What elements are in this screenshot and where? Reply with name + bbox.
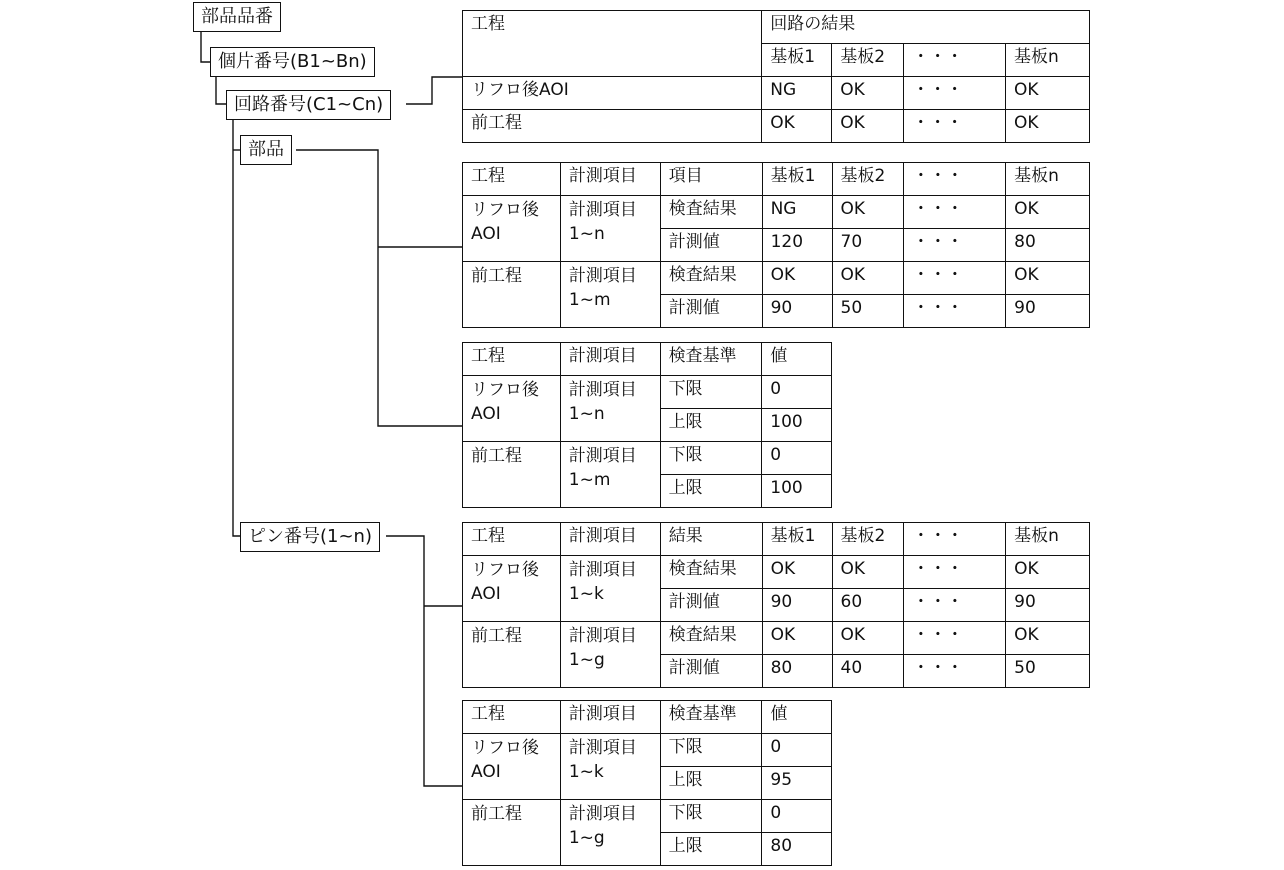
process-line: リフロ後: [471, 380, 539, 400]
link-circuit-table: [406, 77, 462, 104]
header-cell: ・・・: [904, 523, 1006, 556]
header-board: 基板1: [762, 44, 832, 77]
node-circuit-number: 回路番号(C1~Cn): [226, 90, 391, 120]
pin-result-table: [462, 522, 1090, 688]
header-cell: 検査基準: [660, 343, 762, 376]
cell-measure-item: [560, 442, 660, 508]
process-line: 前工程: [471, 266, 522, 286]
process-line: AOI: [471, 224, 501, 244]
link-part-tables: [296, 150, 462, 426]
cell-value: OK: [832, 77, 904, 110]
cell-measure-item: [560, 196, 660, 262]
cell-value: OK: [832, 196, 904, 229]
cell-value: 50: [832, 295, 904, 328]
cell-kind: 下限: [660, 734, 762, 767]
header-cell: 工程: [463, 343, 561, 376]
cell-value: ・・・: [904, 196, 1006, 229]
part-result-table: [462, 162, 1090, 328]
node-pin-number: ピン番号(1~n): [240, 522, 380, 552]
header-cell: 基板1: [762, 163, 832, 196]
cell-value: OK: [832, 110, 904, 143]
node-piece-number: 個片番号(B1~Bn): [210, 47, 375, 77]
circuit-result-table: [462, 10, 1090, 143]
header-cell: 計測項目: [560, 163, 660, 196]
cell-value: 80: [762, 655, 832, 688]
table-row: [463, 262, 1090, 295]
cell-value: NG: [762, 196, 832, 229]
header-cell: 項目: [660, 163, 762, 196]
cell-value: OK: [1006, 196, 1090, 229]
cell-value: OK: [762, 110, 832, 143]
cell-value: ・・・: [904, 655, 1006, 688]
cell-kind: 上限: [660, 475, 762, 508]
cell-value: 0: [762, 734, 832, 767]
item-line: 1~k: [568, 584, 604, 604]
cell-value: 90: [762, 589, 832, 622]
cell-value: 50: [1006, 655, 1090, 688]
cell-value: OK: [832, 556, 904, 589]
item-line: 1~g: [568, 650, 605, 670]
tree-connector-circuit: [233, 119, 240, 536]
header-cell: 検査基準: [660, 701, 762, 734]
header-cell: 結果: [660, 523, 762, 556]
process-line: AOI: [471, 762, 501, 782]
header-cell: 値: [762, 343, 832, 376]
header-cell: 基板2: [832, 523, 904, 556]
cell-process: [463, 800, 561, 866]
cell-kind: 検査結果: [660, 196, 762, 229]
cell-measure-item: [560, 376, 660, 442]
header-cell: 工程: [463, 523, 561, 556]
cell-value: OK: [832, 262, 904, 295]
cell-kind: 下限: [660, 376, 762, 409]
cell-process: [463, 376, 561, 442]
table-row: [463, 622, 1090, 655]
cell-value: ・・・: [904, 110, 1006, 143]
header-cell: 計測項目: [560, 523, 660, 556]
cell-value: 0: [762, 376, 832, 409]
table-row: [463, 556, 1090, 589]
cell-value: OK: [762, 622, 832, 655]
process-line: リフロ後: [471, 560, 539, 580]
item-line: 計測項目: [568, 626, 637, 646]
cell-value: ・・・: [904, 262, 1006, 295]
cell-measure-item: [560, 734, 660, 800]
process-line: 前工程: [471, 626, 522, 646]
header-process: 工程: [463, 11, 762, 77]
process-line: 前工程: [471, 804, 522, 824]
cell-value: OK: [1006, 262, 1090, 295]
header-board: ・・・: [904, 44, 1006, 77]
process-line: リフロ後: [471, 738, 539, 758]
cell-value: ・・・: [904, 589, 1006, 622]
cell-value: 100: [762, 475, 832, 508]
header-cell: 基板n: [1006, 523, 1090, 556]
table-row: [463, 442, 832, 475]
cell-value: 90: [762, 295, 832, 328]
cell-value: ・・・: [904, 556, 1006, 589]
cell-value: OK: [1006, 77, 1090, 110]
cell-value: 80: [762, 833, 832, 866]
header-cell: 工程: [463, 163, 561, 196]
cell-kind: 下限: [660, 800, 762, 833]
table-row: [463, 77, 1090, 110]
item-line: 計測項目: [568, 266, 637, 286]
item-line: 計測項目: [568, 804, 637, 824]
cell-value: ・・・: [904, 229, 1006, 262]
header-circuit-result: 回路の結果: [762, 11, 1090, 44]
cell-kind: 計測値: [660, 295, 762, 328]
header-cell: ・・・: [904, 163, 1006, 196]
cell-kind: 計測値: [660, 655, 762, 688]
pin-criteria-table: [462, 700, 832, 866]
cell-process: [463, 262, 561, 328]
item-line: 計測項目: [568, 200, 637, 220]
cell-measure-item: [560, 800, 660, 866]
cell-kind: 下限: [660, 442, 762, 475]
cell-value: 90: [1006, 589, 1090, 622]
cell-value: OK: [832, 622, 904, 655]
header-cell: 工程: [463, 701, 561, 734]
process-line: AOI: [471, 404, 501, 424]
item-line: 1~n: [568, 224, 605, 244]
cell-process: [463, 196, 561, 262]
process-line: 前工程: [471, 446, 522, 466]
cell-kind: 上限: [660, 833, 762, 866]
tree-connector-piece: [216, 76, 226, 104]
item-line: 1~k: [568, 762, 604, 782]
cell-process: リフロ後AOI: [463, 77, 762, 110]
cell-measure-item: [560, 622, 660, 688]
cell-value: OK: [1006, 110, 1090, 143]
cell-value: OK: [1006, 622, 1090, 655]
item-line: 1~m: [568, 470, 611, 490]
header-cell: 基板2: [832, 163, 904, 196]
cell-value: 40: [832, 655, 904, 688]
cell-measure-item: [560, 262, 660, 328]
cell-value: 0: [762, 800, 832, 833]
header-cell: 基板n: [1006, 163, 1090, 196]
cell-kind: 上限: [660, 409, 762, 442]
item-line: 計測項目: [568, 380, 637, 400]
header-cell: 基板1: [762, 523, 832, 556]
cell-value: 120: [762, 229, 832, 262]
link-pin-tables: [386, 536, 462, 786]
item-line: 1~m: [568, 290, 611, 310]
cell-process: [463, 622, 561, 688]
cell-value: 70: [832, 229, 904, 262]
item-line: 1~g: [568, 828, 605, 848]
cell-kind: 検査結果: [660, 622, 762, 655]
process-line: AOI: [471, 584, 501, 604]
cell-value: 100: [762, 409, 832, 442]
node-part: 部品: [240, 135, 292, 165]
cell-process: [463, 734, 561, 800]
cell-value: 90: [1006, 295, 1090, 328]
cell-value: 95: [762, 767, 832, 800]
cell-value: 80: [1006, 229, 1090, 262]
item-line: 計測項目: [568, 560, 637, 580]
process-line: リフロ後: [471, 200, 539, 220]
cell-value: ・・・: [904, 77, 1006, 110]
table-row: [463, 376, 832, 409]
table-row: [463, 196, 1090, 229]
cell-process: [463, 442, 561, 508]
item-line: 計測項目: [568, 738, 637, 758]
cell-process: 前工程: [463, 110, 762, 143]
header-board: 基板2: [832, 44, 904, 77]
cell-value: 0: [762, 442, 832, 475]
item-line: 計測項目: [568, 446, 637, 466]
header-board: 基板n: [1006, 44, 1090, 77]
tree-connector-root: [201, 32, 210, 62]
cell-value: NG: [762, 77, 832, 110]
header-cell: 計測項目: [560, 701, 660, 734]
part-criteria-table: [462, 342, 832, 508]
header-cell: 値: [762, 701, 832, 734]
cell-value: OK: [762, 556, 832, 589]
cell-measure-item: [560, 556, 660, 622]
header-cell: 計測項目: [560, 343, 660, 376]
cell-kind: 計測値: [660, 229, 762, 262]
cell-value: ・・・: [904, 622, 1006, 655]
cell-kind: 検査結果: [660, 262, 762, 295]
item-line: 1~n: [568, 404, 605, 424]
table-row: [463, 800, 832, 833]
cell-value: OK: [762, 262, 832, 295]
cell-value: 60: [832, 589, 904, 622]
cell-kind: 計測値: [660, 589, 762, 622]
table-row: [463, 734, 832, 767]
table-row: [463, 110, 1090, 143]
cell-process: [463, 556, 561, 622]
node-part-number: 部品品番: [193, 2, 281, 32]
cell-value: ・・・: [904, 295, 1006, 328]
cell-value: OK: [1006, 556, 1090, 589]
cell-kind: 上限: [660, 767, 762, 800]
cell-kind: 検査結果: [660, 556, 762, 589]
